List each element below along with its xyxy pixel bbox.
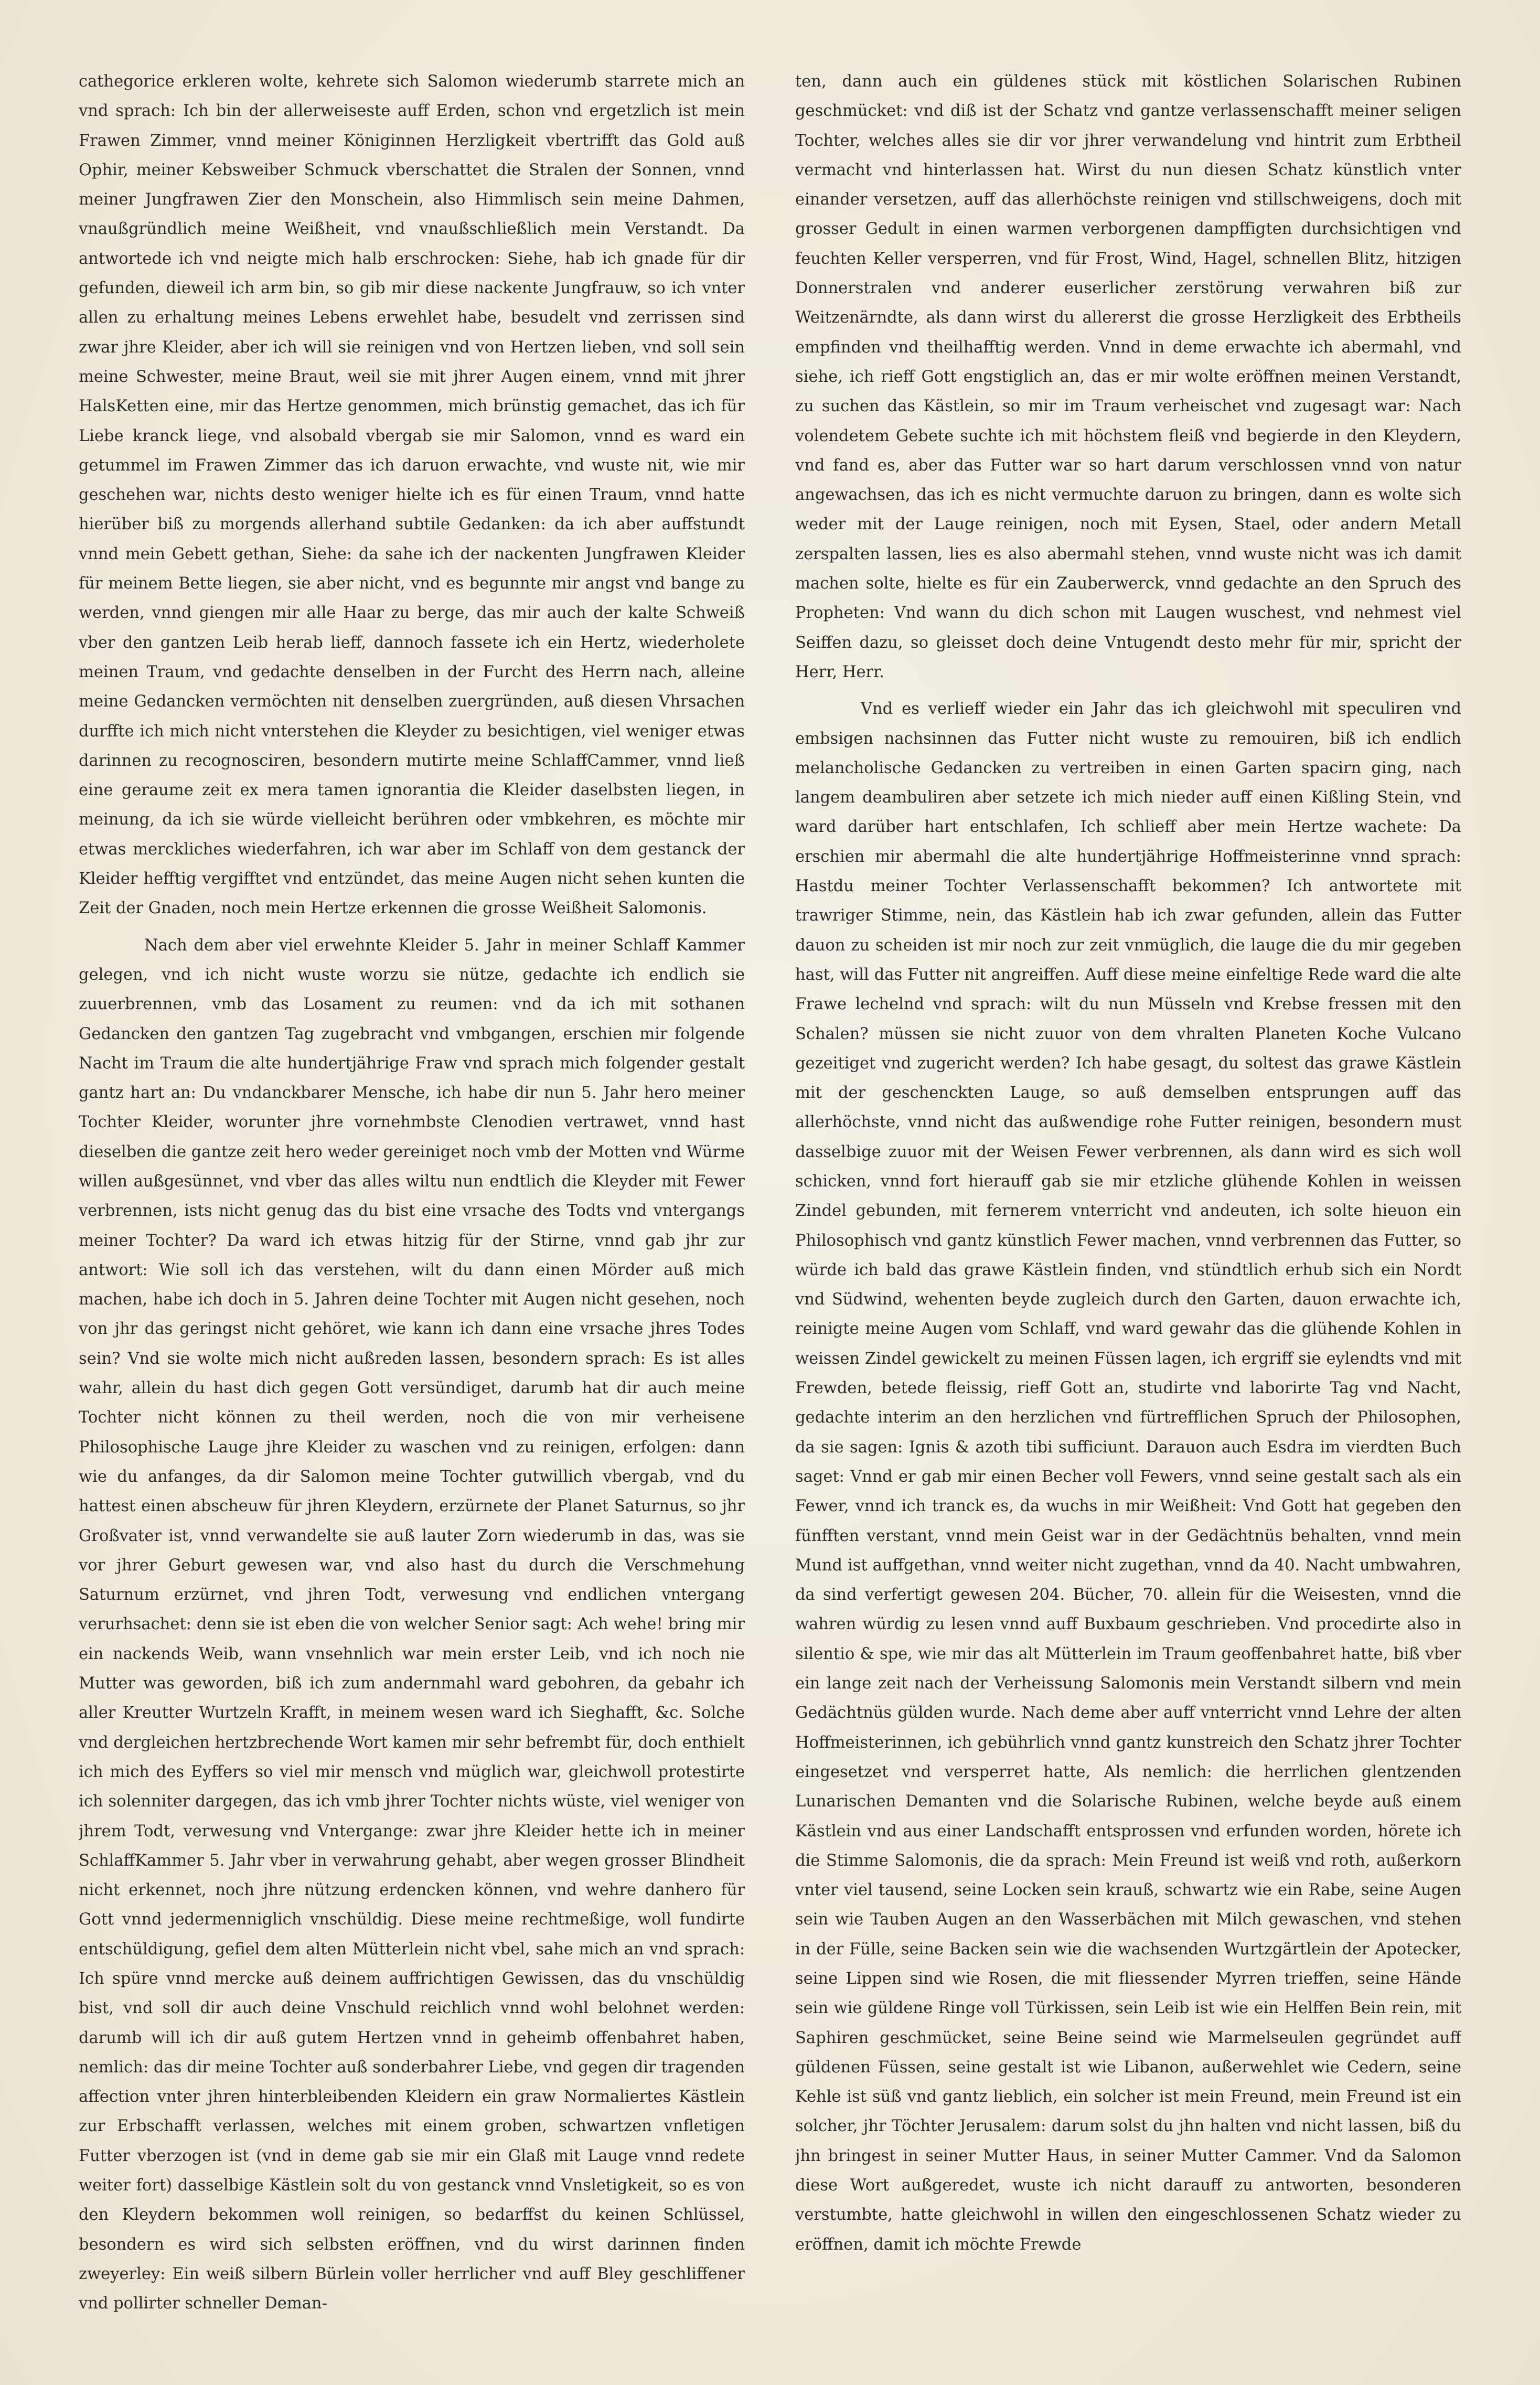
left-paragraph-2: Nach dem aber viel erwehnte Kleider 5. Jahr in meiner Schlaff Kammer gelegen, vnd ich nicht wuste worzu sie nütze, gedachte ich endlich sie zuuerbrennen, vmb das Losament zu reumen: vnd da ich mit sothanen Gedancken den gantzen Tag zugebracht vnd vmbgangen, erschien mir folgende Nacht im Traum die alte hundertjährige Fraw vnd sprach mich folgender gestalt gantz hart an: Du vndanckbarer Mensche, ich habe dir nun 5. Jahr hero meiner Tochter Kleider, worunter jhre vornehmbste Clenodien vertrawet, vnnd hast dieselben die gantze zeit hero weder gereiniget noch vmb der Motten vnd Würme willen außgesünnet, vnd vber das alles wiltu nun endtlich die Kleyder mit Fewer verbrennen, ists nicht genug das du bist eine vrsache des Todts vnd vntergangs meiner Tochter? Da ward ich etwas hitzig für der Stirne, vnnd gab jhr zur antwort: Wie soll ich das verstehen, wilt du dann einen Mörder auß mich machen, habe ich doch in 5. Jahren deine Tochter mit Augen nicht gesehen, noch von jhr das geringst nicht gehöret, wie kann ich dann eine vrsache jhres Todes sein? Vnd sie wolte mich nicht außreden lassen, besondern sprach: Es ist alles wahr, allein du hast dich gegen Gott versündiget, darumb hat dir auch meine Tochter nicht können zu theil werden, noch die von mir verheisene Philosophische Lauge jhre Kleider zu waschen vnd zu reinigen, erfolgen: dann wie du anfanges, da dir Salomon meine Tochter gutwillich vbergab, vnd du hattest einen abscheuw für jhren Kleydern, erzürnete der Planet Saturnus, so jhr Großvater ist, vnnd verwandelte sie auß lauter Zorn wiederumb in das, was sie vor jhrer Geburt gewesen war, vnd also hast du durch die Verschmehung Saturnum erzürnet, vnd jhren Todt, verwesung vnd endlichen vntergang verurhsachet: denn sie ist eben die von welcher Senior sagt: Ach wehe! bring mir ein nackends Weib, wann vnsehnlich war mein erster Leib, vnd ich noch nie Mutter was geworden, biß ich zum andernmahl ward gebohren, da gebahr ich aller Kreutter Wurtzeln Krafft, in meinem wesen ward ich Sieghafft, &c. Solche vnd dergleichen hertzbrechende Wort kamen mir sehr befrembt für, doch enthielt ich mich des Eyffers so viel mir mensch vnd müglich war, gleichwoll protestirte ich solenniter dargegen, das ich vmb jhrer Tochter nichts wüste, viel weniger von jhrem Todt, verwesung vnd Vntergange: zwar jhre Kleider hette ich in meiner SchlaffKammer 5. Jahr vber in verwahrung gehabt, aber wegen grosser Blindheit nicht erkennet, noch jhre nützung erdencken können, vnd wehre danhero für Gott vnnd jedermenniglich vnschüldig. Diese meine rechtmeßige, woll fundirte entschüldigung, gefiel dem alten Mütterlein nicht vbel, sahe mich an vnd sprach: Ich spüre vnnd mercke auß deinem auffrichtigen Gewissen, das du vnschüldig bist, vnd soll dir auch deine Vnschuld reichlich vnnd wohl belohnet werden: darumb will ich dir auß gutem Hertzen vnnd in geheimb offenbahret haben, nemlich: das dir meine Tochter auß sonderbahrer Liebe, vnd gegen dir tragenden affection vnter jhren hinterbleibenden Kleidern ein graw Normaliertes Kästlein zur Erbschafft verlassen, welches mit einem groben, schwartzen vnfletigen Futter vberzogen ist (vnd in deme gab sie mir ein Glaß mit Lauge vnnd redete weiter fort) dasselbige Kästlein solt du von gestanck vnnd Vnsletigkeit, so es von den Kleydern bekommen woll reinigen, so bedarffst du keinen Schlüssel, besondern es wird sich selbsten eröffnen, vnd du wirst darinnen finden zweyerley: Ein weiß silbern Bürlein voller herrlicher vnd auff Bley geschliffener vnd pollirter schneller Deman- [79, 936, 745, 2313]
right-column [795, 67, 1461, 2317]
right-paragraph-1: ten, dann auch ein güldenes stück mit köstlichen Solarischen Rubinen geschmücket: vnd diß ist der Schatz vnd gantze verlassenschafft meiner seligen Tochter, welches alles sie dir vor jhrer verwandelung vnd hintrit zum Erbtheil vermacht vnd hinterlassen hat. Wirst du nun diesen Schatz künstlich vnter einander versetzen, auff das allerhöchste reinigen vnd stillschweigens, doch mit grosser Gedult in einen warmen verborgenen dampffigten durchsichtigen vnd feuchten Keller versperren, vnd für Frost, Wind, Hagel, schnellen Blitz, hitzigen Donnerstralen vnd anderer euserlicher zerstörung verwahren biß zur Weitzenärndte, als dann wirst du allererst die grosse Herzligkeit des Erbtheils empfinden vnd theilhafftig werden. Vnnd in deme erwachte ich abermahl, vnd siehe, ich rieff Gott engstiglich an, das er mir wolte eröffnen meinen Verstandt, zu suchen das Kästlein, so mir im Traum verheischet vnd zugesagt war: Nach volendetem Gebete suchte ich mit höchstem fleiß vnd begierde in den Kleydern, vnd fand es, aber das Futter war so hart darum verschlossen vnnd von natur angewachsen, das ich es nicht vermuchte daruon zu bringen, dann es wolte sich weder mit der Lauge reinigen, noch mit Eysen, Stael, oder andern Metall zerspalten lassen, lies es also abermahl stehen, vnnd wuste nicht was ich damit machen solte, hielte es für ein Zauberwerck, vnnd gedachte an den Spruch des Propheten: Vnd wann du dich schon mit Laugen wuschest, vnd nehmest viel Seiffen dazu, so gleisset doch deine Vntugendt desto mehr für mir, spricht der Herr, Herr. [795, 72, 1461, 681]
text-columns [79, 67, 1461, 2327]
left-paragraph-1: cathegorice erkleren wolte, kehrete sich Salomon wiederumb starrete mich an vnd sprach: Ich bin der allerweiseste auff Erden, schon vnd ergetzlich ist mein Frawen Zimmer, vnnd meiner Königinnen Herzligkeit vbertrifft das Gold auß Ophir, meiner Kebsweiber Schmuck vberschattet die Stralen der Sonnen, vnnd meiner Jungfrawen Zier den Monschein, also Himmlisch sein meine Dahmen, vnaußgründlich meine Weißheit, vnd vnaußschließlich mein Verstandt. Da antwortede ich vnd neigte mich halb erschrocken: Siehe, hab ich gnade für dir gefunden, dieweil ich arm bin, so gib mir diese nackente Jungfrauw, so ich vnter allen zu erhaltung meines Lebens erwehlet habe, besudelt vnd zerrissen sind zwar jhre Kleider, aber ich will sie reinigen vnd von Hertzen lieben, vnd soll sein meine Schwester, meine Braut, weil sie mit jhrer Augen einem, vnnd mit jhrer HalsKetten eine, mir das Hertze genommen, mich brünstig gemachet, das ich für Liebe kranck liege, vnd alsobald vbergab sie mir Salomon, vnnd es ward ein getummel im Frawen Zimmer das ich daruon erwachte, vnd wuste nit, wie mir geschehen war, nichts desto weniger hielte ich es für einen Traum, vnnd hatte hierüber biß zu morgends allerhand subtile Gedanken: da ich aber auffstundt vnnd mein Gebett gethan, Siehe: da sahe ich der nackenten Jungfrawen Kleider für meinem Bette liegen, sie aber nicht, vnd es begunnte mir angst vnd bange zu werden, vnnd giengen mir alle Haar zu berge, das mir auch der kalte Schweiß vber den gantzen Leib herab lieff, dannoch fassete ich ein Hertz, wiederholete meinen Traum, vnd gedachte denselben in der Furcht des Herrn nach, alleine meine Gedancken vermöchten nit denselben zuergründen, auß diesen Vhrsachen durffte ich mich nicht vnterstehen die Kleyder zu besichtigen, viel weniger etwas darinnen zu recognosciren, besondern mutirte meine SchlaffCammer, vnnd ließ eine geraume zeit ex mera tamen ignorantia die Kleider daselbsten liegen, in meinung, da ich sie würde vielleicht berühren oder vmbkehren, es möchte mir etwas merckliches wiederfahren, ich war aber im Schlaff von dem gestanck der Kleider hefftig vergifftet vnd entzündet, das meine Augen nicht sehen kunten die Zeit der Gnaden, noch mein Hertze erkennen die grosse Weißheit Salomonis. [79, 72, 745, 918]
left-column [79, 67, 745, 2317]
right-paragraph-2: Vnd es verlieff wieder ein Jahr das ich gleichwohl mit speculiren vnd embsigen nachsinnen das Futter nicht wuste zu remouiren, biß ich endlich melancholische Gedancken zu vertreiben in einen Garten spacirn ging, nach langem deambuliren aber setzete ich mich nieder auff einen Kißling Stein, vnd ward darüber hart entschlafen, Ich schlieff aber mein Hertze wachete: Da erschien mir abermahl die alte hundertjährige Hoffmeisterinne vnnd sprach: Hastdu meiner Tochter Verlassenschafft bekommen? Ich antwortete mit trawriger Stimme, nein, das Kästlein hab ich zwar gefunden, allein das Futter dauon zu scheiden ist mir noch zur zeit vnmüglich, die lauge die du mir gegeben hast, will das Futter nit angreiffen. Auff diese meine einfeltige Rede ward die alte Frawe lechelnd vnd sprach: wilt du nun Müsseln vnd Krebse fressen mit den Schalen? müssen sie nicht zuuor von dem vhralten Planeten Koche Vulcano gezeitiget vnd zugericht werden? Ich habe gesagt, du soltest das grawe Kästlein mit der geschenckten Lauge, so auß demselben entsprungen auff das allerhöchste, vnnd nicht das außwendige rohe Futter reinigen, besondern must dasselbige zuuor mit der Weisen Fewer verbrennen, als dann wird es sich woll schicken, vnnd fort hierauff gab sie mir etzliche glühende Kohlen in weissen Zindel gebunden, mit fernerem vnterricht vnd andeuten, ich solte hieuon ein Philosophisch vnd gantz künstlich Fewer machen, vnnd verbrennen das Futter, so würde ich bald das grawe Kästlein finden, vnd stündtlich erhub sich ein Nordt vnd Südwind, wehenten beyde zugleich durch den Garten, dauon erwachte ich, reinigte meine Augen vom Schlaff, vnd ward gewahr das die glühende Kohlen in weissen Zindel gewickelt zu meinen Füssen lagen, ich ergriff sie eylendts vnd mit Frewden, betede fleissig, rieff Gott an, studirte vnd laborirte Tag vnd Nacht, gedachte interim an den herzlichen vnd fürtrefflichen Spruch der Philosophen, da sie sagen: Ignis & azoth tibi sufficiunt. Darauon auch Esdra im vierdten Buch saget: Vnnd er gab mir einen Becher voll Fewers, vnnd seine gestalt sach als ein Fewer, vnnd ich tranck es, da wuchs in mir Weißheit: Vnd Gott hat gegeben den fünfften verstant, vnnd mein Geist war in der Gedächtnüs behalten, vnnd mein Mund ist auffgethan, vnnd weiter nicht zugethan, vnnd da 40. Nacht umbwahren, da sind verfertigt gewesen 204. Bücher, 70. allein für die Weisesten, vnnd die wahren würdig zu lesen vnnd auff Buxbaum geschrieben. Vnd procedirte also in silentio & spe, wie mir das alt Mütterlein im Traum geoffenbahret hatte, biß vber ein lange zeit nach der Verheissung Salomonis mein Verstandt silbern vnd mein Gedächtnüs gülden wurde. Nach deme aber auff vnterricht vnnd Lehre der alten Hoffmeisterinnen, ich gebührlich vnnd gantz kunstreich den Schatz jhrer Tochter eingesetzet vnd versperret hatte, Als nemlich: die herrlichen glentzenden Lunarischen Demanten vnd die Solarische Rubinen, welche beyde auß einem Kästlein vnd aus einer Landschafft entsprossen vnd erfunden worden, hörete ich die Stimme Salomonis, die da sprach: Mein Freund ist weiß vnd roth, außerkorn vnter viel tausend, seine Locken sein krauß, schwartz wie ein Rabe, seine Augen sein wie Tauben Augen an den Wasserbächen mit Milch gewaschen, vnd stehen in der Fülle, seine Backen sein wie die wachsenden Wurtzgärtlein der Apotecker, seine Lippen sind wie Rosen, die mit fliessender Myrren trieffen, seine Hände sein wie güldene Ringe voll Türkissen, sein Leib ist wie ein Helffen Bein rein, mit Saphiren geschmücket, seine Beine seind wie Marmelseulen gegründet auff güldenen Füssen, seine gestalt ist wie Libanon, außerwehlet wie Cedern, seine Kehle ist süß vnd gantz lieblich, ein solcher ist mein Freund, mein Freund ist ein solcher, jhr Töchter Jerusalem: darum solst du jhn halten vnd nicht lassen, biß du jhn bringest in seiner Mutter Haus, in seiner Mutter Cammer. Vnd da Salomon diese Wort außgeredet, wuste ich nicht darauff zu antworten, besonderen verstumbte, hatte gleichwohl in willen den eingeschlossenen Schatz wieder zu eröffnen, damit ich möchte Frewde [795, 700, 1461, 2254]
